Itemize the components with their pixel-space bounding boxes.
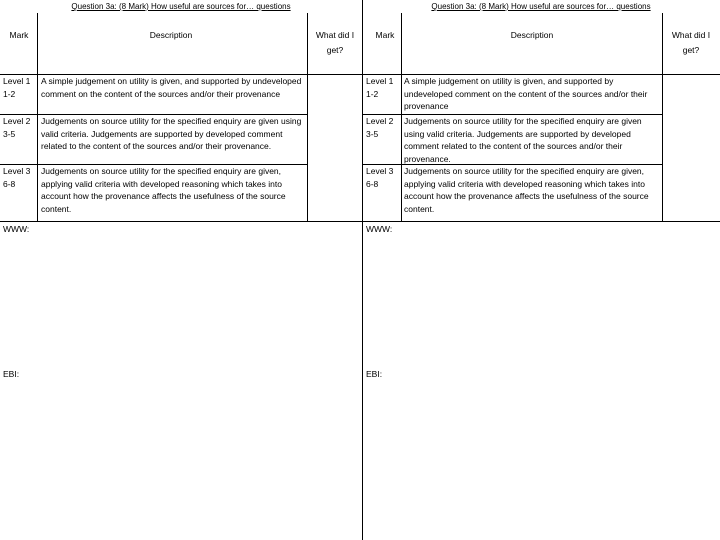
level-1-label: Level 1 1-2 (366, 76, 394, 99)
level-2-description: Judgements on source utility for the specified enquiry are given using valid criteria. Judgements are supported by developed comment related to the content of the sources and/or their provenance. (41, 116, 302, 151)
table-bottom-rule (362, 221, 720, 222)
level-1-description: A simple judgement on utility is given, and supported by undeveloped comment on the content of the sources and/or their provenance (404, 76, 648, 111)
level-3-label: Level 3 6-8 (3, 166, 31, 189)
ebi-label: EBI: (366, 369, 383, 379)
level-2-description: Judgements on source utility for the specified enquiry are given using valid criteria. Judgements are supported by developed comment related to the content of the sources and/or their provenance. (404, 116, 642, 164)
header-mark: Mark (375, 30, 395, 40)
level-3-description: Judgements on source utility for the specified enquiry are given, applying valid criteria with developed reasoning which takes into account how the provenance affects the usefulness of the source content. (41, 166, 286, 214)
ebi-label: EBI: (3, 369, 20, 379)
column-divider (401, 13, 402, 221)
panel-title: Question 3a: (8 Mark) How useful are sources for… questions (431, 2, 651, 11)
level-3-description: Judgements on source utility for the specified enquiry are given, applying valid criteria with developed reasoning which takes into account how the provenance affects the usefulness of the source content. (404, 166, 649, 214)
header-mark: Mark (9, 30, 29, 40)
header-description: Description (149, 30, 193, 40)
header-score: What did I get? (671, 30, 711, 55)
level-1-description: A simple judgement on utility is given, and supported by undeveloped comment on the content of the sources and/or their provenance (41, 76, 302, 99)
column-divider (662, 13, 663, 221)
level-1-label: Level 1 1-2 (3, 76, 31, 99)
header-description: Description (510, 30, 554, 40)
column-divider (307, 13, 308, 221)
www-label: WWW: (3, 224, 30, 234)
column-divider (37, 13, 38, 221)
mark-scheme-panel-right (362, 0, 720, 540)
level-2-label: Level 2 3-5 (366, 116, 394, 139)
level-2-label: Level 2 3-5 (3, 116, 31, 139)
panel-title: Question 3a: (8 Mark) How useful are sources for… questions (71, 2, 291, 11)
table-bottom-rule (0, 221, 362, 222)
www-label: WWW: (366, 224, 393, 234)
header-score: What did I get? (315, 30, 355, 55)
level-3-label: Level 3 6-8 (366, 166, 394, 189)
